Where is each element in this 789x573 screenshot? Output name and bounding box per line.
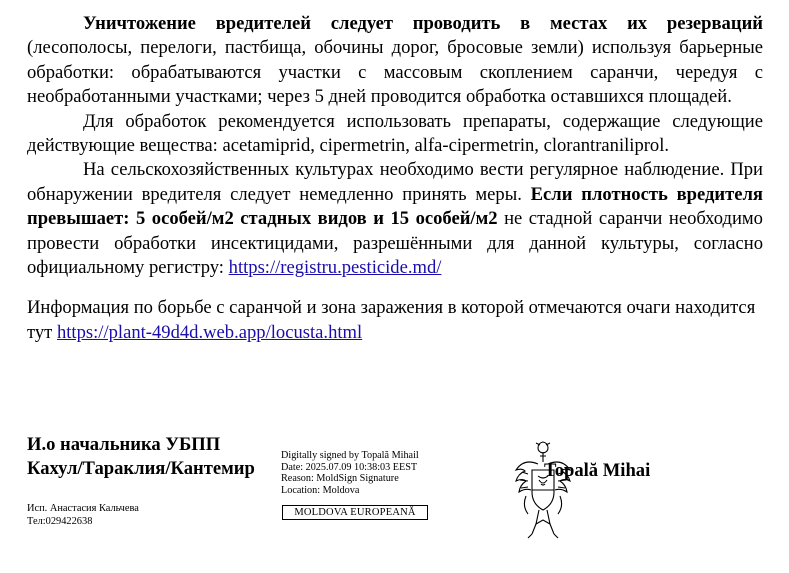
signatory-title-line: И.о начальника УБПП [27, 434, 221, 455]
digital-signature-line: Reason: MoldSign Signature [281, 473, 399, 484]
digital-signature-stamp [281, 450, 419, 496]
digital-signature-line: Digitally signed by Topală Mihail [281, 450, 419, 461]
locusta-map-link[interactable]: https://plant-49d4d.web.app/locusta.html [56, 321, 363, 343]
paragraph-bold-threshold: Если плотность вредителя превышает: 5 особей/м2 стадных видов и 15 особей/м2 [27, 183, 763, 230]
registry-link[interactable]: https://registru.pesticide.md/ [228, 257, 442, 279]
paragraph-reservation-treatment [27, 12, 763, 110]
paragraph-text: Информация по борьбе с саранчой и зона заражения в которой отмечаются очаги находится тут [27, 297, 756, 343]
signatory-title [27, 433, 255, 481]
signatory-title-line: Кахул/Тараклия/Кантемир [27, 458, 255, 479]
paragraph-crop-monitoring [27, 158, 763, 280]
paragraph-text: На сельскохозяйственных культурах необходимо вести регулярное наблюдение. При обнаружении вредителя следует немедленно принять меры. [27, 159, 763, 205]
paragraph-active-substances: Для обработок рекомендуется использовать препараты, содержащие следующие действующие вещества: acetamiprid, cipermetrin, alfa-cipermetrin, clorantraniliprol. [27, 110, 763, 157]
moldova-europeana-badge: MOLDOVA EUROPEANĂ [282, 505, 428, 520]
moldova-coat-of-arms-icon [512, 436, 574, 542]
signer-name: Topală Mihai [544, 460, 651, 481]
executor-info [27, 502, 139, 528]
executor-phone: Тел:029422638 [27, 516, 93, 527]
paragraph-bold-lead: Уничтожение вредителей следует проводить в местах их резерваций [83, 13, 763, 34]
digital-signature-line: Location: Moldova [281, 484, 360, 496]
document-body [27, 12, 763, 345]
paragraph-text: (лесополосы, перелоги, пастбища, обочины дорог, бросовые земли) используя барьерные обработки: обрабатываются участки с массовым скоплением саранчи, чередуя с необработанными участками; через 5 дней проводится обработка оставшихся площадей. [27, 37, 763, 108]
executor-name: Исп. Анастасия Кальчева [27, 503, 139, 514]
paragraph-text: не стадной саранчи необходимо провести обработки инсектицидами, разрешёнными для данной культуры, согласно официальному регистру: [27, 208, 763, 279]
digital-signature-line: Date: 2025.07.09 10:38:03 EEST [281, 461, 418, 473]
paragraph-info-link [27, 296, 763, 345]
